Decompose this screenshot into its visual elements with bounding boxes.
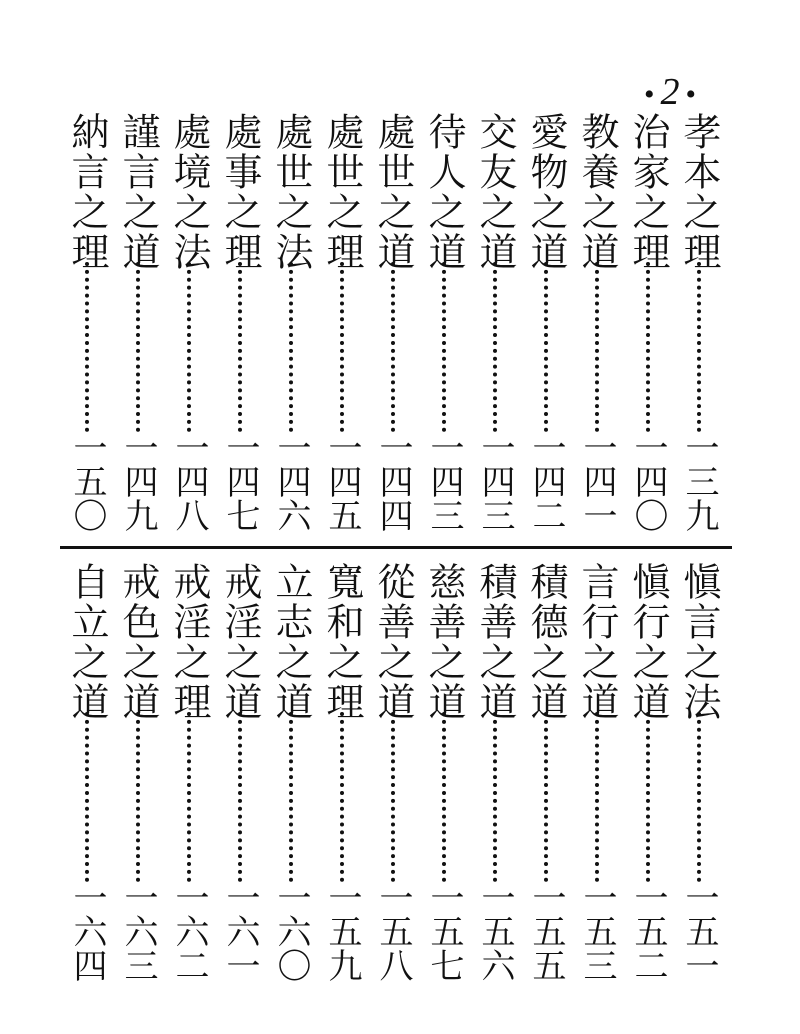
toc-dot-leader bbox=[544, 262, 548, 432]
toc-entry-page: 一六三 bbox=[118, 880, 158, 982]
toc-entry-page: 一四五 bbox=[322, 430, 362, 532]
toc-entry bbox=[419, 112, 469, 542]
toc-entry bbox=[164, 562, 214, 982]
toc-entry-title: 治家之理 bbox=[626, 112, 670, 272]
toc-entry bbox=[317, 112, 367, 542]
toc-entry bbox=[113, 562, 163, 982]
page-number-dot-left: • bbox=[643, 78, 655, 111]
toc-entry bbox=[266, 112, 316, 542]
toc-entry-page: 一四七 bbox=[220, 430, 260, 532]
toc-entry-page: 一五五 bbox=[526, 880, 566, 982]
toc-entry-title: 孝本之理 bbox=[677, 112, 721, 272]
toc-dot-leader bbox=[391, 262, 395, 432]
toc-entry-title: 戒淫之道 bbox=[218, 562, 262, 722]
toc-entry-page: 一四三 bbox=[424, 430, 464, 532]
toc-dot-leader bbox=[442, 262, 446, 432]
toc-entry-page: 一五〇 bbox=[67, 430, 107, 532]
toc-entry-page: 一五六 bbox=[475, 880, 515, 982]
toc-entry bbox=[164, 112, 214, 542]
toc-dot-leader bbox=[646, 262, 650, 432]
toc-entry-title: 愛物之道 bbox=[524, 112, 568, 272]
toc-entry-page: 一五三 bbox=[577, 880, 617, 982]
toc-dot-leader bbox=[289, 262, 293, 432]
toc-entry-page: 一五八 bbox=[373, 880, 413, 982]
toc-entry-title: 自立之道 bbox=[65, 562, 109, 722]
toc-entry bbox=[623, 562, 673, 982]
toc-dot-leader bbox=[697, 712, 701, 882]
toc-dot-leader bbox=[340, 262, 344, 432]
page-number-dot-right: • bbox=[685, 78, 697, 111]
toc-dot-leader bbox=[595, 712, 599, 882]
toc-entry-title: 寬和之理 bbox=[320, 562, 364, 722]
toc-entry-page: 一四二 bbox=[526, 430, 566, 532]
toc-dot-leader bbox=[697, 262, 701, 432]
toc-entry bbox=[572, 562, 622, 982]
toc-entry-title: 納言之理 bbox=[65, 112, 109, 272]
toc-entry-title: 立志之道 bbox=[269, 562, 313, 722]
toc-entry bbox=[419, 562, 469, 982]
toc-entry-title: 慈善之道 bbox=[422, 562, 466, 722]
toc-entry-title: 愼行之道 bbox=[626, 562, 670, 722]
toc-dot-leader bbox=[340, 712, 344, 882]
toc-entry-title: 處世之理 bbox=[320, 112, 364, 272]
toc-entry-title: 處世之道 bbox=[371, 112, 415, 272]
toc-entry bbox=[62, 112, 112, 542]
toc-bottom-section bbox=[0, 562, 800, 982]
toc-entry-page: 一四一 bbox=[577, 430, 617, 532]
toc-entry-title: 教養之道 bbox=[575, 112, 619, 272]
toc-dot-leader bbox=[187, 712, 191, 882]
toc-dot-leader bbox=[238, 262, 242, 432]
toc-dot-leader bbox=[85, 262, 89, 432]
toc-dot-leader bbox=[646, 712, 650, 882]
toc-entry-title: 從善之道 bbox=[371, 562, 415, 722]
toc-entry bbox=[113, 112, 163, 542]
toc-entry-page: 一五九 bbox=[322, 880, 362, 982]
toc-entry-page: 一五一 bbox=[679, 880, 719, 982]
toc-entry bbox=[317, 562, 367, 982]
toc-entry-page: 一四九 bbox=[118, 430, 158, 532]
toc-dot-leader bbox=[493, 262, 497, 432]
toc-entry bbox=[521, 562, 571, 982]
toc-entry bbox=[521, 112, 571, 542]
toc-entry-title: 待人之道 bbox=[422, 112, 466, 272]
toc-dot-leader bbox=[187, 262, 191, 432]
toc-entry-page: 一五二 bbox=[628, 880, 668, 982]
toc-entry bbox=[62, 562, 112, 982]
toc-dot-leader bbox=[493, 712, 497, 882]
toc-entry-page: 一五七 bbox=[424, 880, 464, 982]
toc-entry-title: 交友之道 bbox=[473, 112, 517, 272]
toc-entry bbox=[674, 562, 724, 982]
section-divider bbox=[60, 546, 732, 549]
toc-entry-page: 一四六 bbox=[271, 430, 311, 532]
toc-entry bbox=[470, 562, 520, 982]
toc-dot-leader bbox=[238, 712, 242, 882]
toc-entry-title: 處世之法 bbox=[269, 112, 313, 272]
toc-entry bbox=[572, 112, 622, 542]
toc-entry-page: 一三九 bbox=[679, 430, 719, 532]
toc-entry-page: 一四三 bbox=[475, 430, 515, 532]
toc-entry bbox=[674, 112, 724, 542]
toc-entry bbox=[215, 112, 265, 542]
toc-entry-title: 積德之道 bbox=[524, 562, 568, 722]
toc-entry-title: 愼言之法 bbox=[677, 562, 721, 722]
toc-entry bbox=[623, 112, 673, 542]
toc-entry-page: 一四〇 bbox=[628, 430, 668, 532]
toc-entry bbox=[368, 112, 418, 542]
toc-entry bbox=[215, 562, 265, 982]
page-number bbox=[620, 72, 720, 115]
toc-entry-page: 一六四 bbox=[67, 880, 107, 982]
toc-dot-leader bbox=[85, 712, 89, 882]
toc-dot-leader bbox=[391, 712, 395, 882]
toc-entry bbox=[470, 112, 520, 542]
toc-entry-title: 處境之法 bbox=[167, 112, 211, 272]
page-number-value: 2 bbox=[660, 71, 680, 113]
toc-entry-page: 一六一 bbox=[220, 880, 260, 982]
toc-entry-page: 一六二 bbox=[169, 880, 209, 982]
toc-entry-title: 積善之道 bbox=[473, 562, 517, 722]
toc-entry bbox=[368, 562, 418, 982]
toc-top-section bbox=[0, 112, 800, 542]
toc-dot-leader bbox=[442, 712, 446, 882]
toc-dot-leader bbox=[544, 712, 548, 882]
toc-entry-page: 一六〇 bbox=[271, 880, 311, 982]
toc-dot-leader bbox=[595, 262, 599, 432]
toc-entry-title: 言行之道 bbox=[575, 562, 619, 722]
toc-entry-title: 處事之理 bbox=[218, 112, 262, 272]
toc-dot-leader bbox=[289, 712, 293, 882]
toc-entry-page: 一四四 bbox=[373, 430, 413, 532]
toc-entry-title: 謹言之道 bbox=[116, 112, 160, 272]
toc-entry-title: 戒色之道 bbox=[116, 562, 160, 722]
toc-dot-leader bbox=[136, 262, 140, 432]
toc-entry-title: 戒淫之理 bbox=[167, 562, 211, 722]
toc-entry-page: 一四八 bbox=[169, 430, 209, 532]
toc-entry bbox=[266, 562, 316, 982]
toc-dot-leader bbox=[136, 712, 140, 882]
